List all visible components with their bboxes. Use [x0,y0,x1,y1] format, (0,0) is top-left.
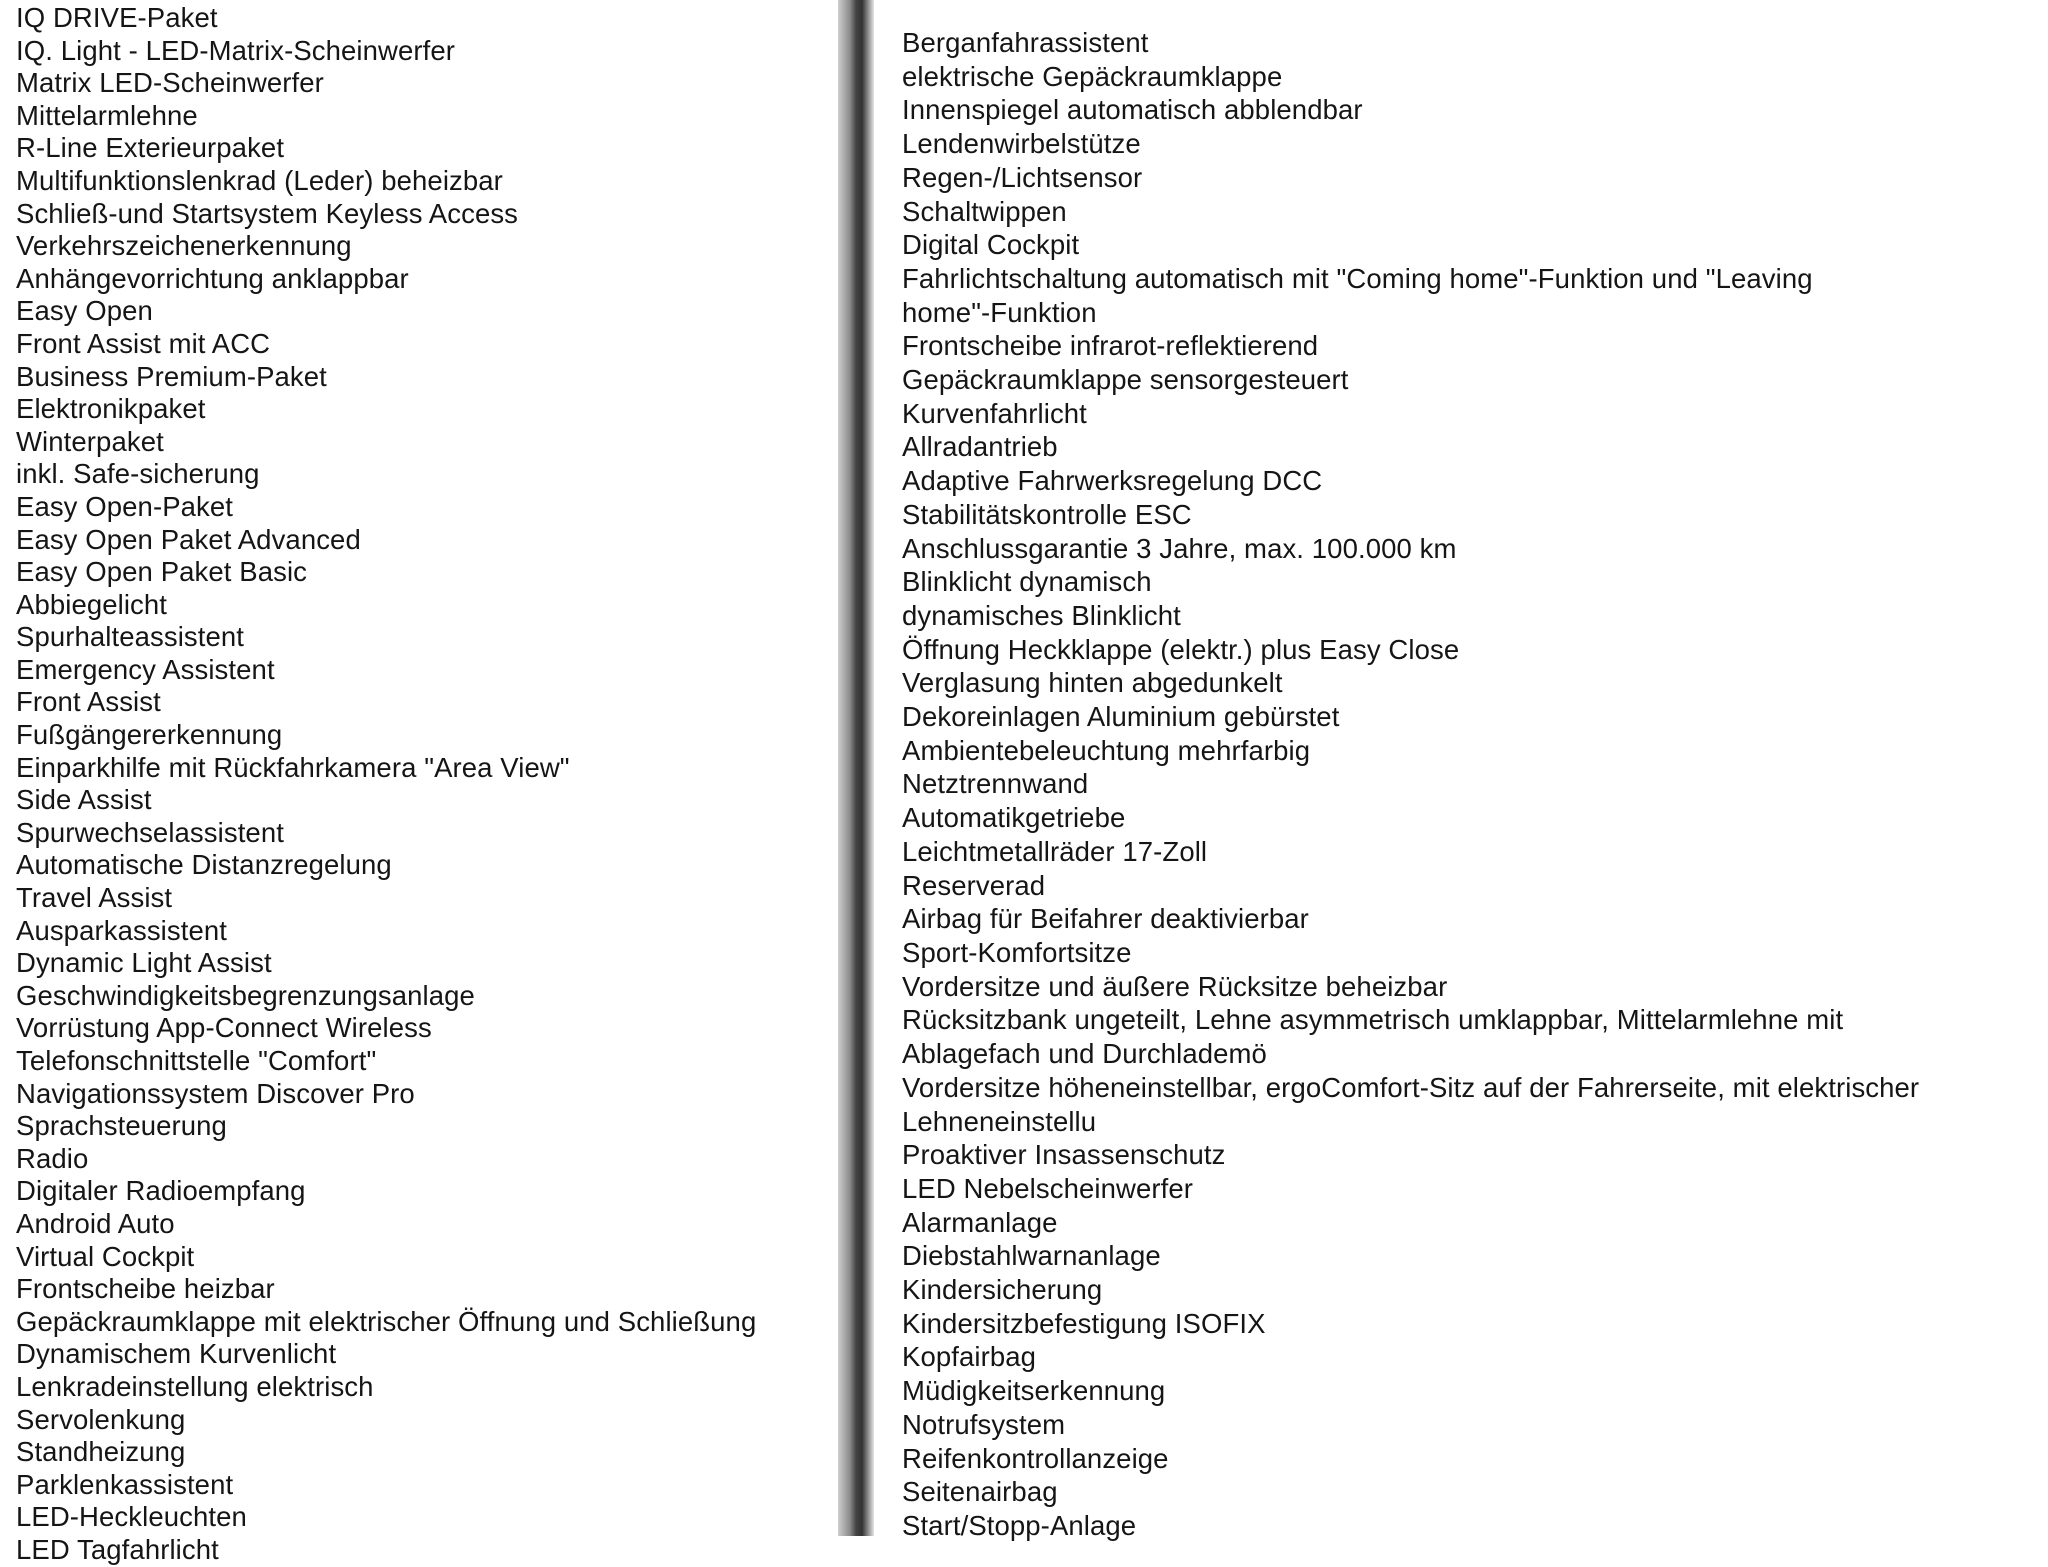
list-item: Android Auto [16,1207,175,1239]
list-item: Winterpaket [16,425,164,457]
list-item: Easy Open [16,295,153,327]
list-item: Gepäckraumklappe mit elektrischer Öffnung und Schließung [16,1305,757,1337]
left-page [0,0,838,1565]
list-item: Blinklicht dynamisch [902,566,1152,598]
list-item: Digitaler Radioempfang [16,1175,306,1207]
list-item: Berganfahrassistent [902,27,1149,58]
list-item: Navigationssystem Discover Pro [16,1077,415,1109]
list-item: Notrufsystem [902,1408,1066,1440]
list-item: Virtual Cockpit [16,1240,195,1272]
list-item: Allradantrieb [902,431,1058,463]
list-item: Vorrüstung App-Connect Wireless [16,1012,432,1044]
list-item: Geschwindigkeitsbegrenzungsanlage [16,979,475,1011]
list-item: Anhängevorrichtung anklappbar [16,262,409,294]
list-item: Side Assist [16,784,152,816]
list-item: Verkehrszeichenerkennung [16,230,352,262]
list-item: Vordersitze höheneinstellbar, ergoComfort-Sitz auf der Fahrerseite, mit elektrischer [902,1071,1920,1103]
list-item: Spurhalteassistent [16,621,245,653]
list-item: Elektronikpaket [16,393,206,425]
list-item: Ambientebeleuchtung mehrfarbig [902,734,1311,766]
list-item: Rücksitzbank ungeteilt, Lehne asymmetrisch umklappbar, Mittelarmlehne mit [902,1004,1844,1036]
list-item: Ausparkassistent [16,914,228,946]
list-item: dynamisches Blinklicht [902,599,1181,631]
list-item: Easy Open-Paket [16,490,234,522]
list-item: Seitenairbag [902,1476,1058,1508]
list-item: Automatische Distanzregelung [16,849,392,881]
list-item: Frontscheibe infrarot-reflektierend [902,330,1319,362]
list-item: inkl. Safe-sicherung [16,458,260,490]
list-item: Gepäckraumklappe sensorgesteuert [902,364,1349,396]
list-item: Business Premium-Paket [16,360,327,392]
list-item: Spurwechselassistent [16,816,284,848]
list-item: Travel Assist [16,882,173,914]
list-item: Alarmanlage [902,1206,1058,1238]
list-item: Abbiegelicht [16,588,168,620]
list-item: LED Tagfahrlicht [16,1533,219,1565]
list-item: Müdigkeitserkennung [902,1375,1166,1407]
right-page [874,0,2048,1541]
list-item: Vordersitze und äußere Rücksitze beheizbar [902,970,1448,1002]
list-item: Fußgängererkennung [16,719,283,751]
list-item: Digital Cockpit [902,229,1080,261]
list-item: Reserverad [902,869,1046,901]
list-item: Sport-Komfortsitze [902,936,1132,968]
list-item: IQ DRIVE-Paket [16,2,218,33]
list-item: Kindersitzbefestigung ISOFIX [902,1307,1266,1339]
list-item: Adaptive Fahrwerksregelung DCC [902,465,1323,497]
list-item: Sprachsteuerung [16,1110,227,1142]
list-item: Emergency Assistent [16,653,275,685]
list-item: Leichtmetallräder 17-Zoll [902,835,1208,867]
list-item: Telefonschnittstelle "Comfort" [16,1045,377,1076]
list-item: Schaltwippen [902,195,1067,227]
list-item: Multifunktionslenkrad (Leder) beheizbar [16,164,503,196]
list-item: Fahrlichtschaltung automatisch mit "Coming home"-Funktion und "Leaving [902,262,1813,294]
list-item: Airbag für Beifahrer deaktivierbar [902,903,1309,935]
list-item: Automatikgetriebe [902,802,1126,834]
list-item: Regen-/Lichtsensor [902,161,1143,193]
right-equipment-list [902,26,1919,1543]
list-item: Parklenkassistent [16,1468,234,1500]
list-item: Kindersicherung [902,1274,1103,1306]
list-item: Mittelarmlehne [16,99,198,131]
list-item: LED Nebelscheinwerfer [902,1172,1193,1204]
list-item: Front Assist [16,686,161,718]
list-item: IQ. Light - LED-Matrix-Scheinwerfer [16,34,456,66]
list-item: Servolenkung [16,1403,186,1435]
list-item: Matrix LED-Scheinwerfer [16,67,324,99]
list-item: Front Assist mit ACC [16,327,271,359]
list-item: Innenspiegel automatisch abblendbar [902,94,1363,126]
list-item: Reifenkontrollanzeige [902,1442,1169,1474]
left-equipment-list [16,2,756,1567]
page-gutter [838,0,874,1536]
list-item: home"-Funktion [902,296,1097,328]
list-item: Lehneneinstellu [902,1105,1097,1137]
list-item: R-Line Exterieurpaket [16,132,285,164]
list-item: Lendenwirbelstütze [902,128,1141,160]
list-item: Standheizung [16,1436,186,1468]
list-item: Kurvenfahrlicht [902,397,1087,429]
list-item: Schließ-und Startsystem Keyless Access [16,197,519,229]
list-item: elektrische Gepäckraumklappe [902,60,1283,92]
list-item: Easy Open Paket Advanced [16,523,361,555]
list-item: Start/Stopp-Anlage [902,1509,1137,1541]
list-item: Verglasung hinten abgedunkelt [902,667,1283,699]
list-item: Einparkhilfe mit Rückfahrkamera "Area View" [16,751,570,783]
list-item: Ablagefach und Durchlademö [902,1038,1267,1070]
list-item: Öffnung Heckklappe (elektr.) plus Easy Close [902,633,1460,665]
list-item: Dynamic Light Assist [16,947,272,979]
list-item: Lenkradeinstellung elektrisch [16,1370,374,1402]
list-item: Dekoreinlagen Aluminium gebürstet [902,701,1340,733]
list-item: Netztrennwand [902,768,1089,800]
list-item: LED-Heckleuchten [16,1501,247,1533]
list-item: Anschlussgarantie 3 Jahre, max. 100.000 km [902,532,1457,564]
list-item: Stabilitätskontrolle ESC [902,498,1192,530]
list-item: Kopfairbag [902,1341,1037,1373]
list-item: Frontscheibe heizbar [16,1273,275,1305]
list-item: Diebstahlwarnanlage [902,1240,1161,1272]
list-item: Easy Open Paket Basic [16,556,307,588]
list-item: Dynamischem Kurvenlicht [16,1338,337,1370]
list-item: Radio [16,1142,89,1174]
list-item: Proaktiver Insassenschutz [902,1139,1226,1171]
